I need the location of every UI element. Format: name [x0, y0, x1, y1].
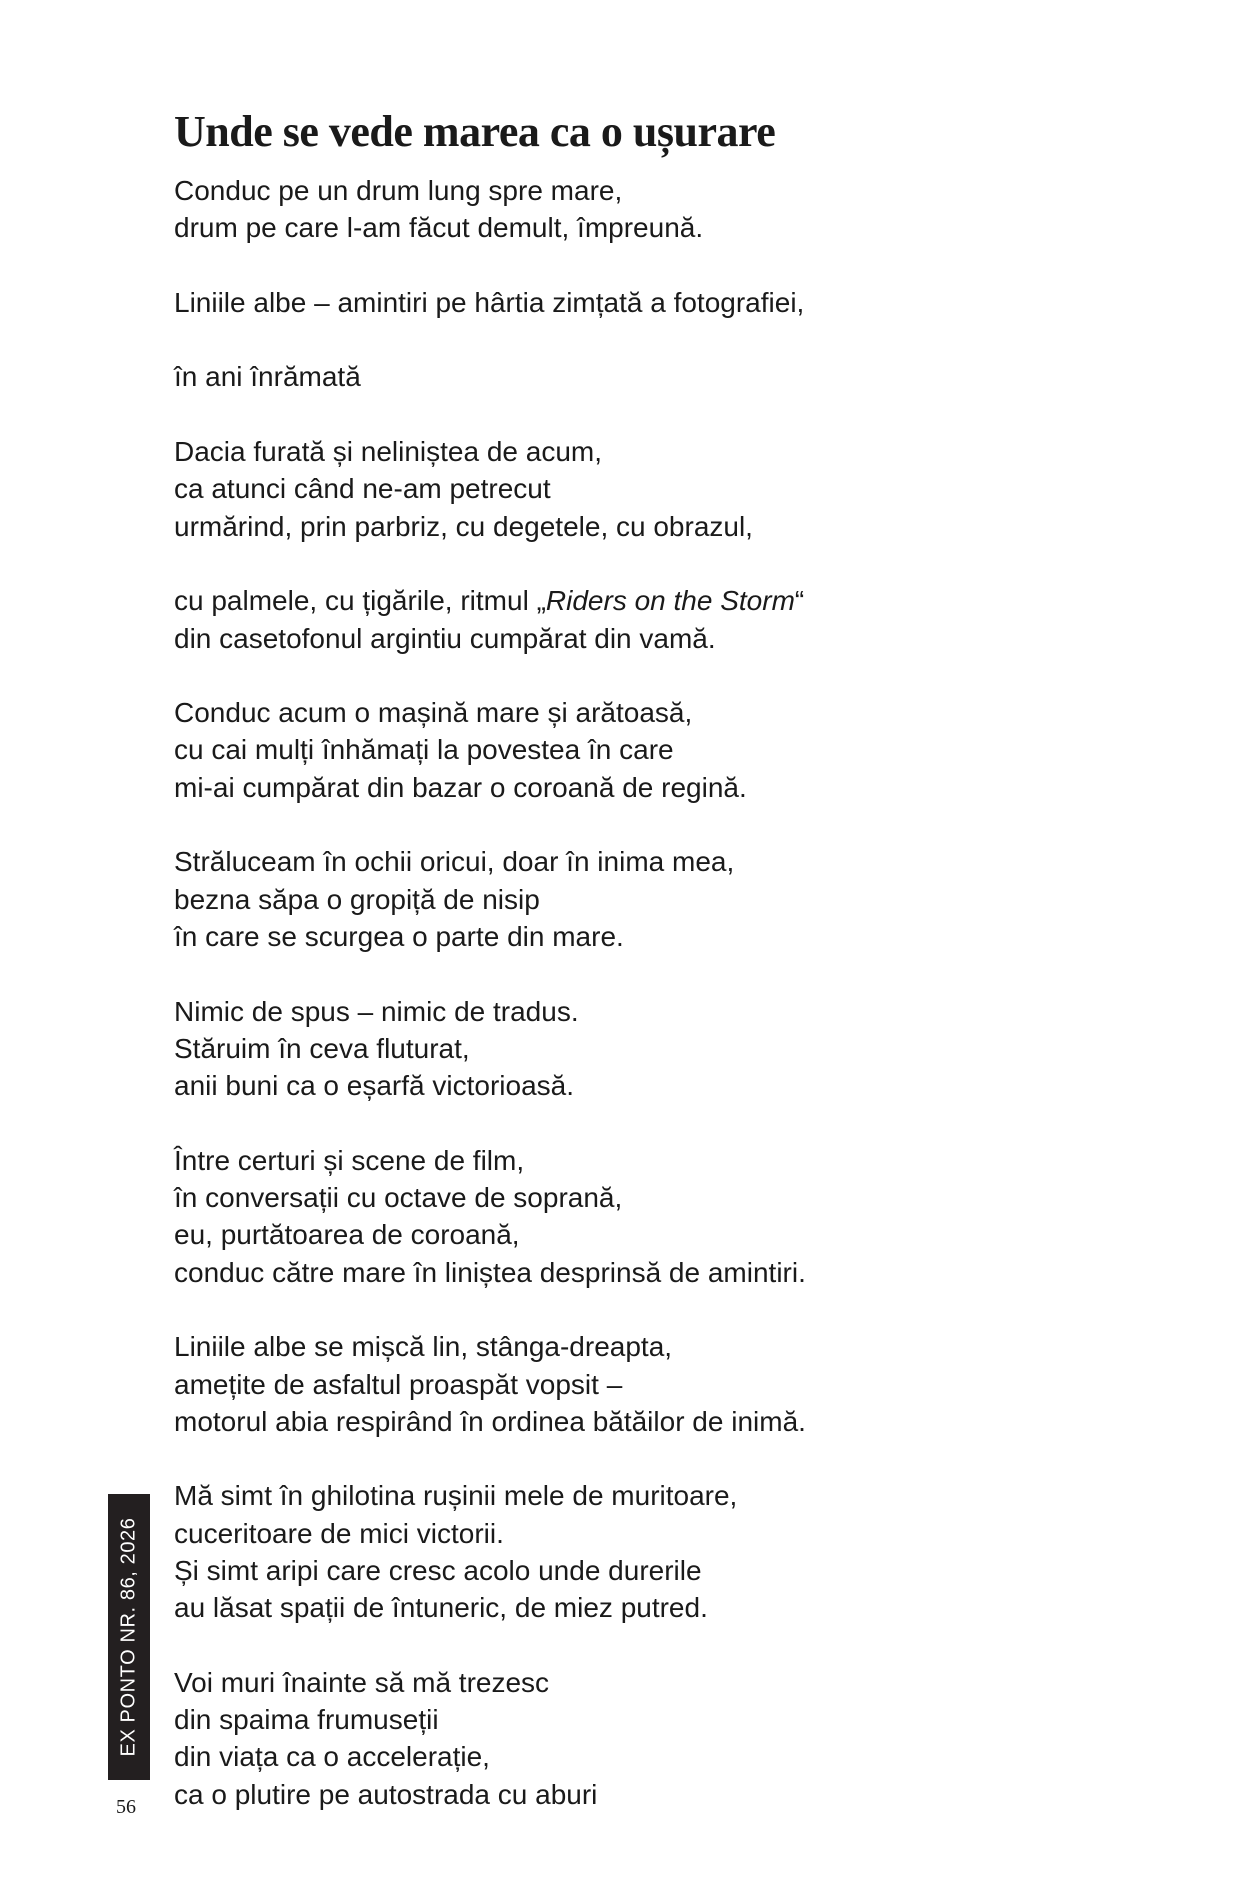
- poem-line: Liniile albe se mișcă lin, stânga-dreapta,: [174, 1331, 673, 1363]
- stanza: [174, 358, 1074, 395]
- poem-line: Dacia furată și neliniștea de acum,: [174, 436, 602, 468]
- poem-line: Și simt aripi care cresc acolo unde durerile: [174, 1554, 702, 1586]
- poem-body: [174, 172, 1074, 1850]
- poem-line: Între certuri și scene de film,: [174, 1144, 525, 1176]
- poem-line: Voi muri înainte să mă trezesc: [174, 1666, 550, 1698]
- poem-line: în ani înrămată: [174, 361, 361, 393]
- poem-line: ca atunci când ne-am petrecut: [174, 473, 551, 505]
- poem-line: cuceritoare de mici victorii.: [174, 1517, 504, 1549]
- poem-line: mi-ai cumpărat din bazar o coroană de regină.: [174, 771, 747, 803]
- stanza: [174, 284, 1074, 321]
- closing-quote: “: [794, 585, 805, 617]
- stanza: [174, 993, 1074, 1105]
- poem-line: conduc către mare în liniștea desprinsă de amintiri.: [174, 1256, 806, 1288]
- stanza: [174, 582, 1074, 657]
- poem-line: Conduc pe un drum lung spre mare,: [174, 175, 623, 206]
- poem-line-prefix: cu palmele, cu țigările, ritmul „: [174, 585, 546, 617]
- poem-line: ca o plutire pe autostrada cu aburi: [174, 1778, 598, 1810]
- poem-line: bezna săpa o gropiță de nisip: [174, 883, 540, 915]
- stanza: [174, 433, 1074, 545]
- stanza: [174, 1142, 1074, 1291]
- poem-line: cu cai mulți înhămați la povestea în care: [174, 734, 674, 766]
- poem-line: motorul abia respirând în ordinea bătăilor de inimă.: [174, 1405, 806, 1437]
- poem-line: în conversații cu octave de soprană,: [174, 1182, 623, 1214]
- poem-line: amețite de asfaltul proaspăt vopsit –: [174, 1368, 623, 1400]
- stanza: [174, 172, 1074, 247]
- stanza: [174, 843, 1074, 955]
- poem-line: drum pe care l-am făcut demult, împreună.: [174, 212, 704, 244]
- stanza: [174, 1664, 1074, 1813]
- poem-line: eu, purtătoarea de coroană,: [174, 1219, 520, 1251]
- poem-line: din spaima frumuseții: [174, 1704, 439, 1736]
- poem-line: Nimic de spus – nimic de tradus.: [174, 995, 579, 1027]
- stanza: [174, 1328, 1074, 1440]
- poem-title: Unde se vede marea ca o ușurare: [174, 107, 776, 156]
- poem-line: [174, 582, 1074, 619]
- poem-line: din casetofonul argintiu cumpărat din vamă.: [174, 622, 716, 654]
- poem-line: Străluceam în ochii oricui, doar în inima mea,: [174, 846, 735, 878]
- poem-line: Mă simt în ghilotina rușinii mele de muritoare,: [174, 1480, 738, 1512]
- poem-line: Liniile albe – amintiri pe hârtia zimțată a fotografiei,: [174, 286, 805, 318]
- stanza: [174, 1477, 1074, 1626]
- journal-issue-label: EX PONTO NR. 86, 2026: [117, 1517, 140, 1757]
- poem-line: Stăruim în ceva fluturat,: [174, 1032, 470, 1064]
- song-title: Riders on the Storm: [545, 585, 795, 617]
- poem-line: au lăsat spații de întuneric, de miez putred.: [174, 1592, 708, 1624]
- poem-line: din viața ca o accelerație,: [174, 1741, 490, 1773]
- page-number: 56: [116, 1796, 136, 1818]
- journal-side-tab: [108, 1494, 150, 1780]
- stanza: [174, 694, 1074, 806]
- poem-line: Conduc acum o mașină mare și arătoasă,: [174, 697, 693, 729]
- poem-line: în care se scurgea o parte din mare.: [174, 920, 624, 952]
- poem-line: anii buni ca o eșarfă victorioasă.: [174, 1070, 574, 1102]
- poem-line: urmărind, prin parbriz, cu degetele, cu obrazul,: [174, 510, 753, 542]
